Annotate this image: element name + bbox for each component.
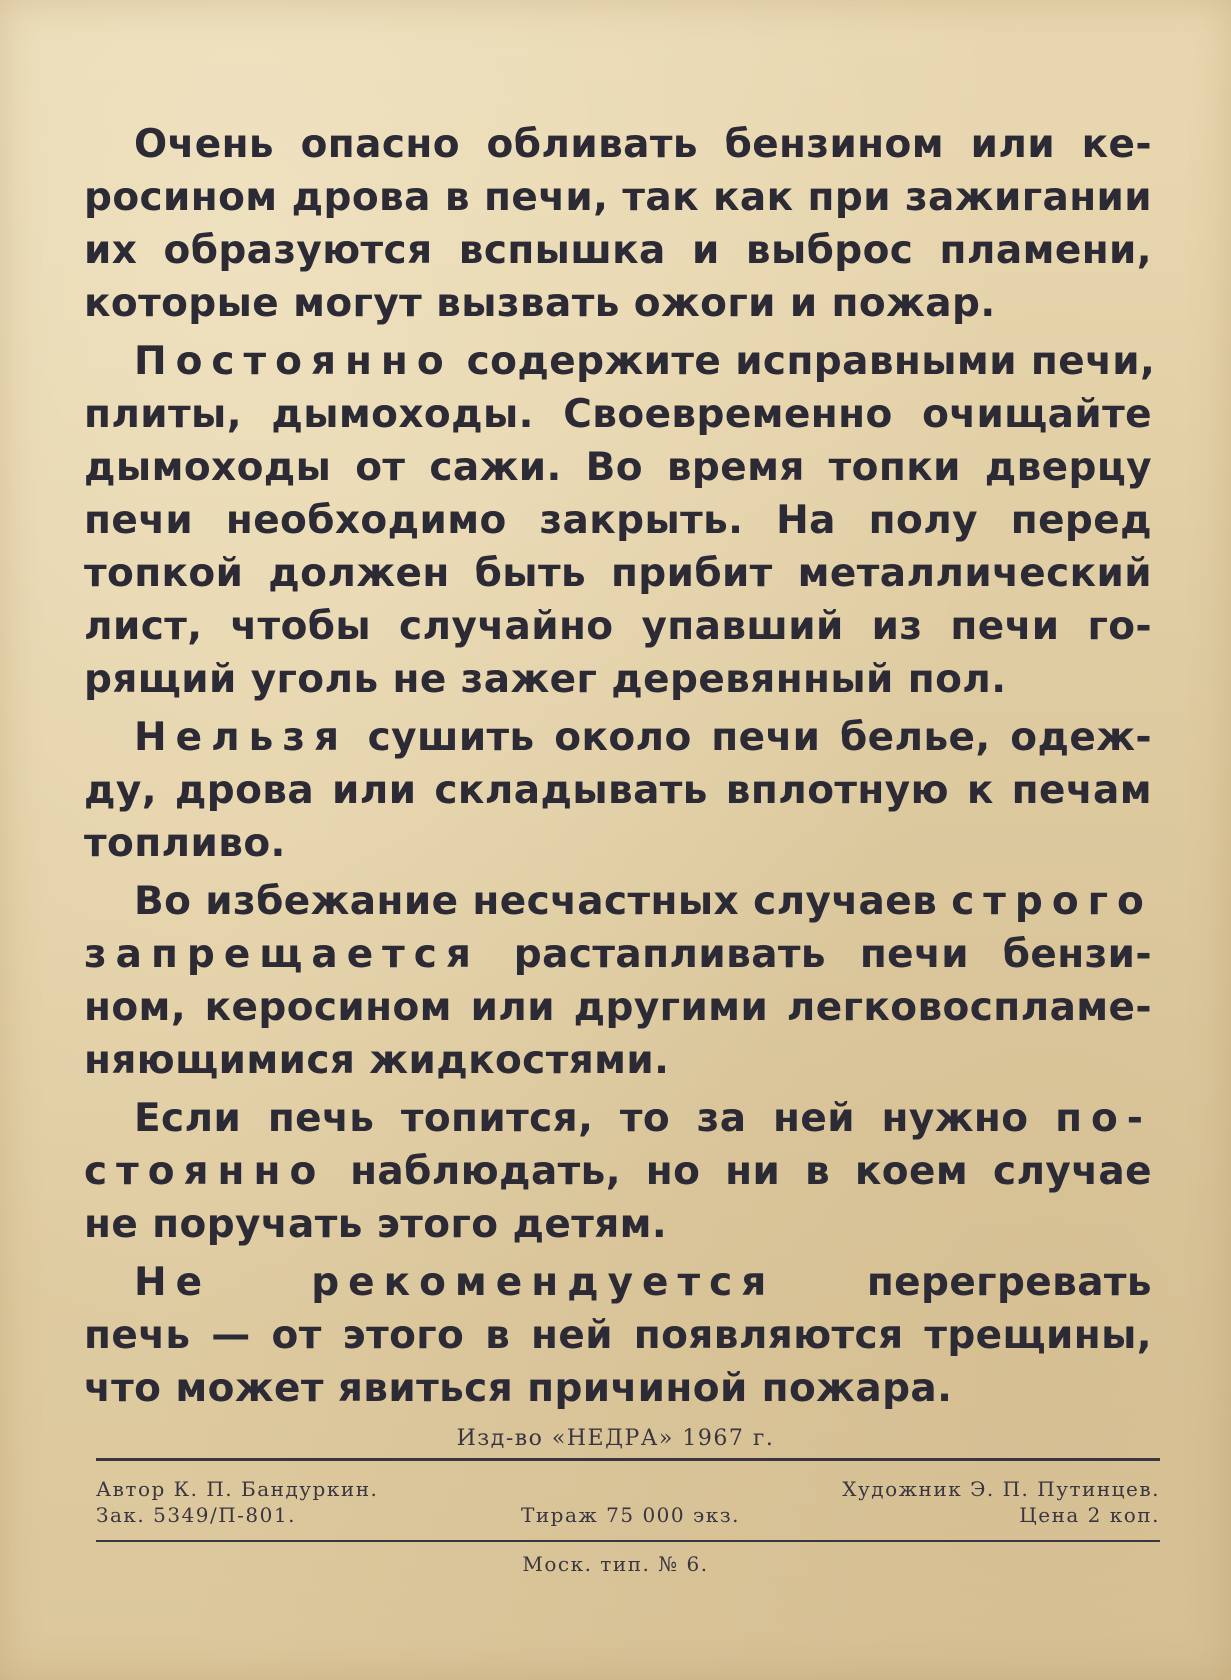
printing-house: Моск. тип. № 6. (522, 1552, 709, 1576)
order-number: Зак. 5349/П-801. (96, 1503, 296, 1527)
footer-rule-top (96, 1458, 1160, 1461)
paragraph-4 (84, 875, 1152, 1087)
spaced-emphasis: Постоянно (134, 339, 453, 384)
text-line (84, 1256, 1152, 1309)
spaced-emphasis: по- (1055, 1096, 1152, 1141)
text-line: не поручать этого детям. (84, 1202, 668, 1247)
text-line (84, 1145, 1152, 1198)
paragraph-6 (84, 1256, 1152, 1415)
text-line: топливо. (84, 821, 286, 866)
print-run: Тираж 75 000 экз. (521, 1503, 740, 1527)
paragraph-5 (84, 1092, 1152, 1251)
text-line: что может явиться причиной пожара. (84, 1366, 953, 1411)
text-fragment: растапливать печи бензи- (479, 932, 1152, 977)
spaced-emphasis: Нельзя (134, 715, 349, 760)
main-text (84, 118, 1156, 1420)
spaced-emphasis: запрещается (84, 932, 480, 977)
text-line (84, 711, 1152, 764)
spaced-emphasis: строго (951, 879, 1153, 924)
footer-rule-bottom (96, 1540, 1160, 1542)
paragraph-1 (84, 118, 1152, 330)
text-line: няющимися жидкостями. (84, 1038, 670, 1083)
text-fragment: Если печь топится, то за ней нужно (134, 1096, 1056, 1141)
price: Цена 2 коп. (1019, 1503, 1160, 1527)
text-line: лист, чтобы случайно упавший из печи го- (84, 604, 1152, 649)
text-line: печи необходимо закрыть. На полу перед (84, 498, 1152, 543)
text-line: печь — от этого в ней появляются трещины, (84, 1313, 1152, 1358)
text-line: плиты, дымоходы. Своевременно очищайте (84, 392, 1152, 437)
spaced-emphasis: стоянно (84, 1149, 326, 1194)
text-line (84, 335, 1156, 388)
author-credit: Автор К. П. Бандуркин. (96, 1477, 379, 1501)
text-fragment: Во избежание несчастных случаев (134, 879, 952, 924)
spaced-emphasis: Не рекомендуется (134, 1260, 776, 1305)
text-line: росином дрова в печи, так как при зажигании (84, 175, 1152, 220)
text-line: топкой должен быть прибит металлический (84, 551, 1152, 596)
text-line: которые могут вызвать ожоги и пожар. (84, 281, 996, 326)
text-line: дымоходы от сажи. Во время топки дверцу (84, 445, 1152, 490)
paragraph-2 (84, 335, 1156, 706)
text-line: Очень опасно обливать бензином или ке- (134, 122, 1152, 167)
text-fragment: сушить около печи белье, одеж- (348, 715, 1152, 760)
text-fragment: перегревать (775, 1260, 1152, 1305)
text-line: рящий уголь не зажег деревянный пол. (84, 657, 1007, 702)
text-line (84, 1092, 1152, 1145)
publisher-imprint: Изд-во «НЕДРА» 1967 г. (456, 1426, 775, 1451)
text-line: их образуются вспышка и выброс пламени, (84, 228, 1152, 273)
text-line: ном, керосином или другими легковоспламе- (84, 985, 1152, 1030)
text-line: ду, дрова или складывать вплотную к печам (84, 768, 1152, 813)
artist-credit: Художник Э. П. Путинцев. (842, 1477, 1160, 1501)
paragraph-3 (84, 711, 1152, 870)
text-fragment: наблюдать, но ни в коем случае (325, 1149, 1152, 1194)
text-line (84, 875, 1152, 928)
text-fragment: содержите исправными печи, (452, 339, 1156, 384)
text-line (84, 928, 1152, 981)
